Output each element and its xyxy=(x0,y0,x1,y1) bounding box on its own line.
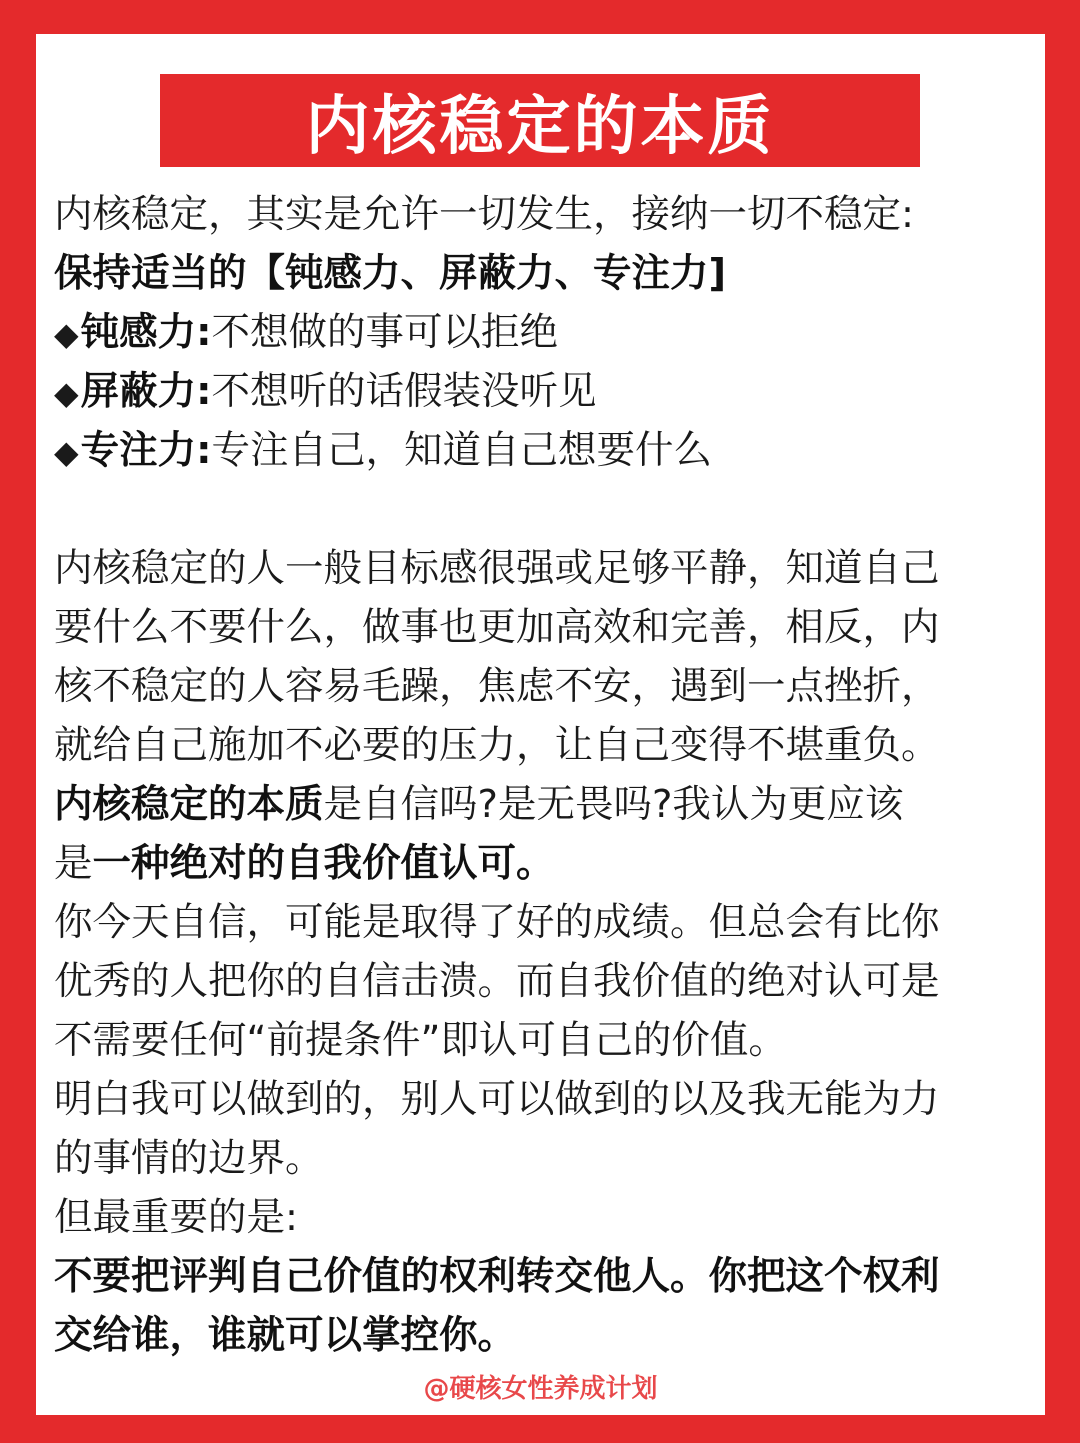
bullet-label: 钝感力: xyxy=(80,310,212,355)
bullet-item-dungan xyxy=(54,303,1039,364)
paragraph-2-line-3: 不需要任何“前提条件”即认可自己的价值。 xyxy=(54,1018,787,1063)
paragraph-2-line-1: 你今天自信，可能是取得了好的成绩。但总会有比你 xyxy=(54,900,940,945)
intro-line-1: 内核稳定，其实是允许一切发生，接纳一切不稳定: xyxy=(54,192,914,237)
essence-answer: 一种绝对的自我价值认可。 xyxy=(92,841,555,886)
diamond-bullet-icon: ◆ xyxy=(54,374,79,412)
content-card xyxy=(36,34,1045,1415)
conclusion-line-2: 交给谁，谁就可以掌控你。 xyxy=(54,1313,517,1358)
author-handle: @硬核女性养成计划 xyxy=(423,1374,658,1404)
paragraph-1-line-1: 内核稳定的人一般目标感很强或足够平静，知道自己 xyxy=(54,546,940,591)
paragraph-2-line-2: 优秀的人把你的自信击溃。而自我价值的绝对认可是 xyxy=(54,959,940,1004)
bullet-label: 专注力: xyxy=(80,428,212,473)
paragraph-1-line-4: 就给自己施加不必要的压力，让自己变得不堪重负。 xyxy=(54,723,940,768)
page-title: 内核稳定的本质 xyxy=(305,89,775,164)
bullet-label: 屏蔽力: xyxy=(80,369,212,414)
paragraph-3-line-2: 的事情的边界。 xyxy=(54,1136,324,1181)
essence-line-2 xyxy=(54,834,1039,893)
essence-question: 是自信吗?是无畏吗?我认为更应该 xyxy=(323,782,904,827)
bullet-text: 不想做的事可以拒绝 xyxy=(211,310,559,355)
diamond-bullet-icon: ◆ xyxy=(54,433,79,471)
title-banner xyxy=(160,74,920,167)
bullet-text: 不想听的话假装没听见 xyxy=(211,369,597,414)
paragraph-1-line-2: 要什么不要什么，做事也更加高效和完善，相反，内 xyxy=(54,605,940,650)
diamond-bullet-icon: ◆ xyxy=(54,315,79,353)
bullet-text: 专注自己，知道自己想要什么 xyxy=(211,428,713,473)
paragraph-4: 但最重要的是: xyxy=(54,1195,298,1240)
paragraph-3-line-1: 明白我可以做到的，别人可以做到的以及我无能为力 xyxy=(54,1077,940,1122)
bullet-item-pingbi xyxy=(54,362,1039,423)
essence-prefix: 是 xyxy=(54,841,93,886)
conclusion-line-1: 不要把评判自己价值的权利转交他人。你把这个权利 xyxy=(54,1254,940,1299)
intro-line-2: 保持适当的【钝感力、屏蔽力、专注力] xyxy=(54,251,727,296)
essence-bold-phrase: 内核稳定的本质 xyxy=(54,782,324,827)
essence-line-1 xyxy=(54,775,1039,834)
paragraph-1-line-3: 核不稳定的人容易毛躁，焦虑不安，遇到一点挫折， xyxy=(54,664,940,709)
bullet-item-zhuanzhu xyxy=(54,421,1039,482)
